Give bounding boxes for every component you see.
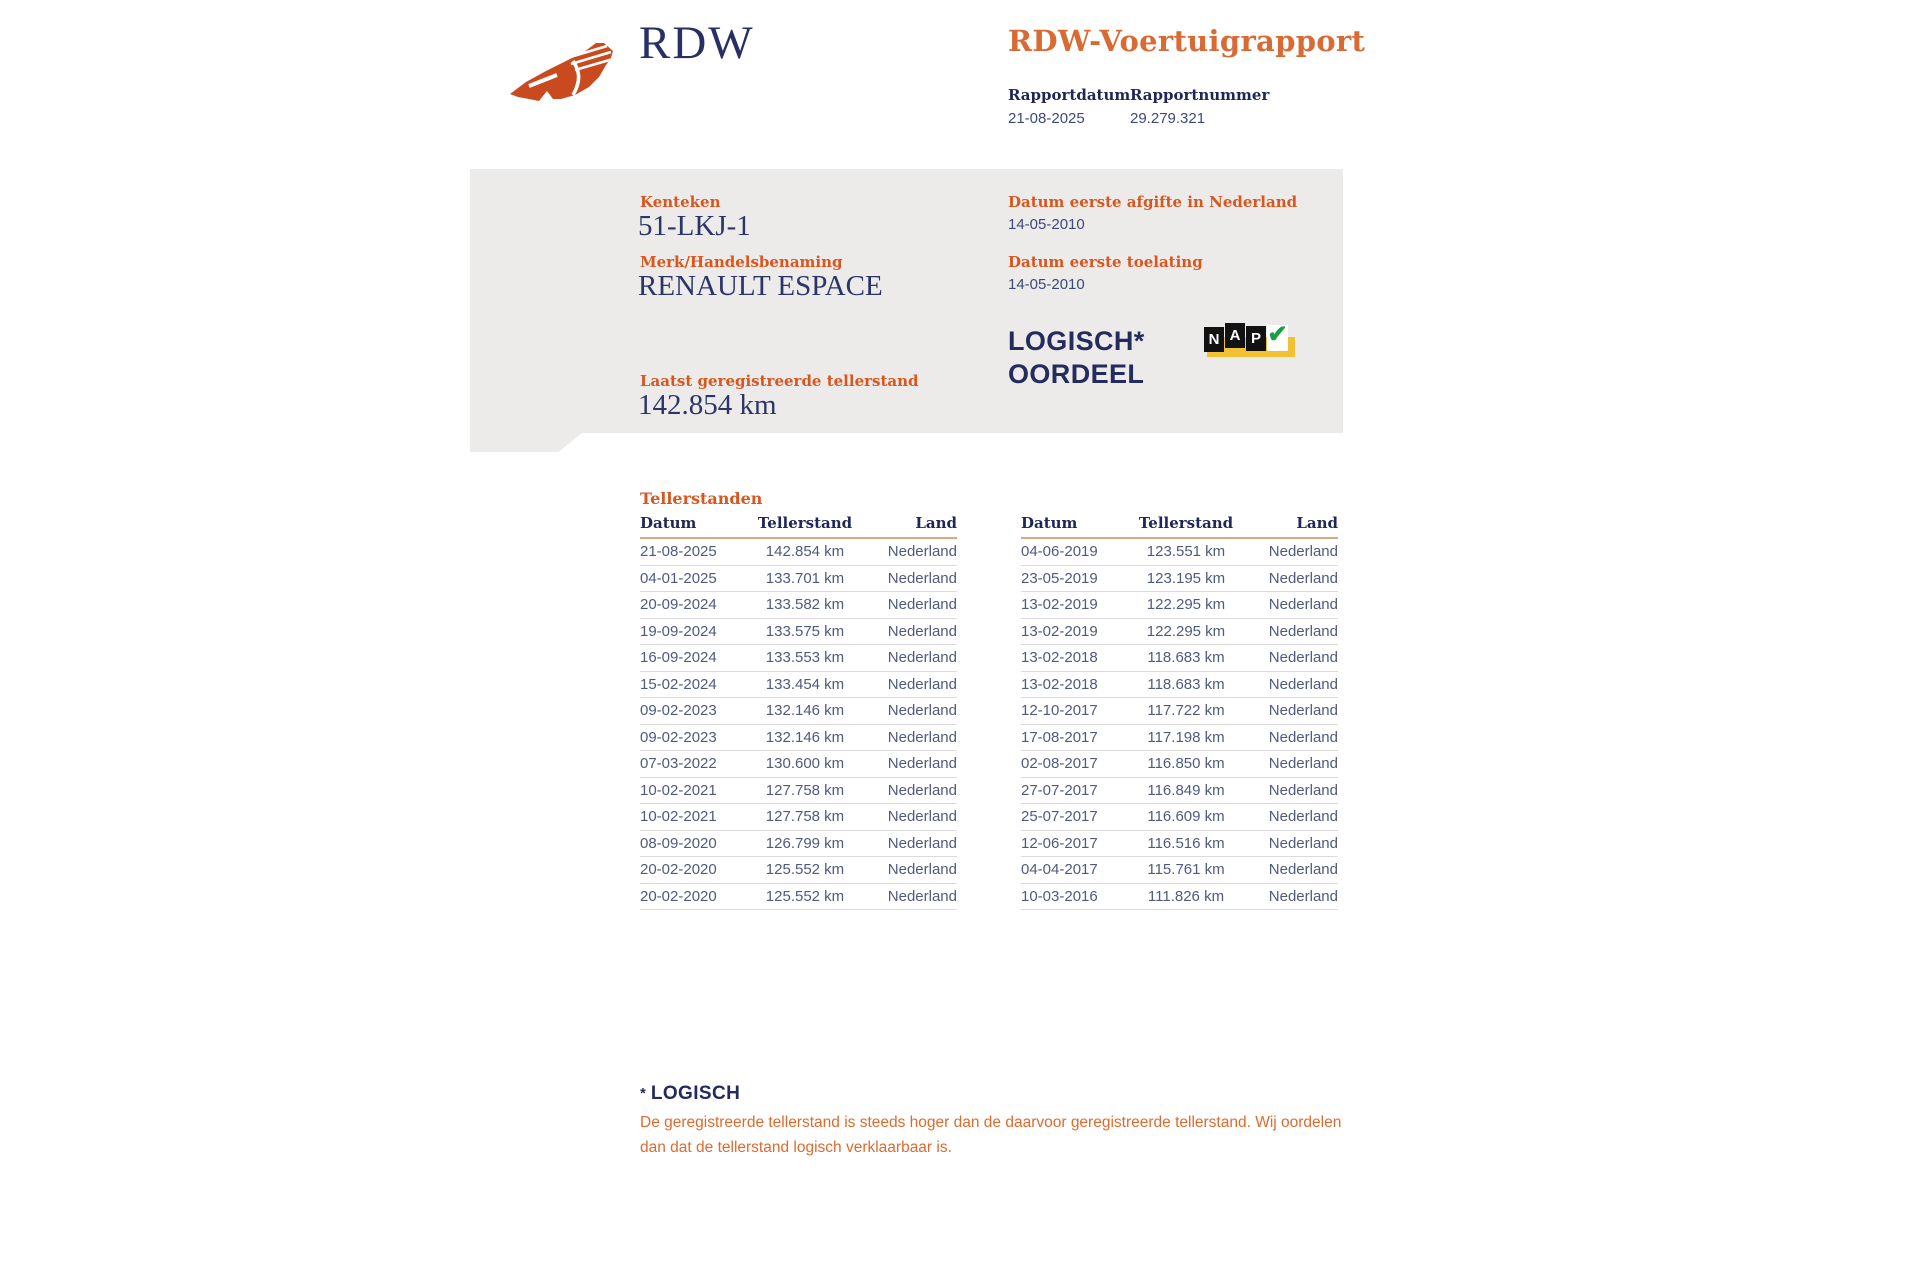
cell-datum: 13-02-2018 <box>1021 675 1098 693</box>
cell-tellerstand: 130.600 km <box>765 755 845 773</box>
cell-land: Nederland <box>887 622 957 640</box>
cell-datum: 09-02-2023 <box>640 702 717 720</box>
cell-tellerstand: 122.295 km <box>1146 622 1226 640</box>
column-header-land: Land <box>915 514 957 532</box>
cell-datum: 08-09-2020 <box>640 834 717 852</box>
cell-land: Nederland <box>1268 834 1338 852</box>
toelating-value: 14-05-2010 <box>1008 276 1085 293</box>
table-row <box>640 698 957 725</box>
cell-tellerstand: 118.683 km <box>1147 649 1225 667</box>
cell-datum: 23-05-2019 <box>1021 569 1098 587</box>
cell-tellerstand: 111.826 km <box>1147 887 1225 905</box>
report-title: RDW-Voertuigrapport <box>1008 24 1366 58</box>
cell-land: Nederland <box>887 887 957 905</box>
merk-value: RENAULT ESPACE <box>638 270 883 302</box>
cell-land: Nederland <box>1268 622 1338 640</box>
report-date-value: 21-08-2025 <box>1008 110 1085 127</box>
cell-tellerstand: 133.701 km <box>765 569 845 587</box>
column-header-land: Land <box>1296 514 1338 532</box>
cell-datum: 02-08-2017 <box>1021 755 1098 773</box>
cell-datum: 16-09-2024 <box>640 649 717 667</box>
cell-datum: 10-02-2021 <box>640 808 717 826</box>
nap-letter-tile: A <box>1225 323 1245 348</box>
cell-land: Nederland <box>1268 887 1338 905</box>
cell-tellerstand: 132.146 km <box>765 728 845 746</box>
cell-datum: 25-07-2017 <box>1021 808 1098 826</box>
cell-land: Nederland <box>1268 702 1338 720</box>
afgifte-label: Datum eerste afgifte in Nederland <box>1008 193 1298 211</box>
table-header <box>640 514 957 539</box>
cell-tellerstand: 123.551 km <box>1146 543 1226 561</box>
cell-land: Nederland <box>887 834 957 852</box>
oordeel-line2: OORDEEL <box>1008 359 1145 389</box>
table-header <box>1021 514 1338 539</box>
table-row <box>1021 539 1338 566</box>
asterisk-marker: * <box>640 1085 646 1102</box>
table-row <box>1021 619 1338 646</box>
cell-land: Nederland <box>1268 808 1338 826</box>
column-header-tellerstand: Tellerstand <box>1138 514 1234 532</box>
summary-panel <box>470 169 1343 433</box>
kenteken-value: 51-LKJ-1 <box>638 210 751 242</box>
table-row <box>1021 698 1338 725</box>
cell-land: Nederland <box>1268 861 1338 879</box>
cell-tellerstand: 133.575 km <box>765 622 845 640</box>
cell-land: Nederland <box>887 675 957 693</box>
footnote-title <box>640 1083 740 1105</box>
cell-datum: 27-07-2017 <box>1021 781 1098 799</box>
nap-logo <box>1204 320 1300 369</box>
check-icon: ✔ <box>1267 320 1288 348</box>
tellerstand-label: Laatst geregistreerde tellerstand <box>640 372 919 390</box>
cell-land: Nederland <box>1268 649 1338 667</box>
cell-datum: 20-02-2020 <box>640 861 717 879</box>
oordeel-line1: LOGISCH* <box>1008 326 1145 356</box>
table-row <box>1021 672 1338 699</box>
cell-land: Nederland <box>887 728 957 746</box>
cell-land: Nederland <box>887 543 957 561</box>
cell-datum: 12-10-2017 <box>1021 702 1098 720</box>
report-number-value: 29.279.321 <box>1130 110 1206 127</box>
rdw-logotype: RDW <box>639 17 755 69</box>
cell-tellerstand: 116.609 km <box>1147 808 1225 826</box>
table-row <box>1021 831 1338 858</box>
table-row <box>1021 592 1338 619</box>
cell-land: Nederland <box>1268 781 1338 799</box>
table-row <box>640 884 957 911</box>
cell-tellerstand: 116.849 km <box>1147 781 1225 799</box>
cell-datum: 04-04-2017 <box>1021 861 1098 879</box>
footnote-title-text: LOGISCH <box>650 1083 741 1104</box>
cell-land: Nederland <box>1268 728 1338 746</box>
table-row <box>640 645 957 672</box>
cell-datum: 15-02-2024 <box>640 675 717 693</box>
cell-land: Nederland <box>887 808 957 826</box>
cell-land: Nederland <box>1268 675 1338 693</box>
cell-tellerstand: 123.195 km <box>1146 569 1226 587</box>
cell-datum: 04-01-2025 <box>640 569 717 587</box>
column-header-tellerstand: Tellerstand <box>757 514 853 532</box>
cell-datum: 20-02-2020 <box>640 887 717 905</box>
cell-tellerstand: 127.758 km <box>765 808 845 826</box>
cell-tellerstand: 142.854 km <box>765 543 845 561</box>
cell-land: Nederland <box>887 702 957 720</box>
tellerstanden-heading: Tellerstanden <box>640 489 763 508</box>
cell-tellerstand: 126.799 km <box>765 834 845 852</box>
cell-tellerstand: 127.758 km <box>765 781 845 799</box>
table-row <box>1021 725 1338 752</box>
kenteken-label: Kenteken <box>640 193 721 211</box>
table-row <box>1021 804 1338 831</box>
cell-datum: 20-09-2024 <box>640 596 717 614</box>
cell-tellerstand: 133.553 km <box>765 649 845 667</box>
cell-tellerstand: 115.761 km <box>1147 861 1225 879</box>
cell-land: Nederland <box>887 596 957 614</box>
table-body <box>640 539 957 910</box>
cell-land: Nederland <box>887 569 957 587</box>
toelating-label: Datum eerste toelating <box>1008 253 1203 271</box>
table-row <box>1021 778 1338 805</box>
cell-tellerstand: 117.198 km <box>1147 728 1225 746</box>
oordeel-verdict <box>1008 325 1145 391</box>
cell-datum: 09-02-2023 <box>640 728 717 746</box>
cell-land: Nederland <box>887 755 957 773</box>
cell-tellerstand: 118.683 km <box>1147 675 1225 693</box>
odometer-table-right <box>1021 514 1338 910</box>
table-row <box>640 751 957 778</box>
table-row <box>640 539 957 566</box>
table-row <box>640 566 957 593</box>
panel-tail-shape <box>470 433 582 452</box>
table-row <box>1021 857 1338 884</box>
table-row <box>1021 566 1338 593</box>
column-header-datum: Datum <box>640 514 697 532</box>
nap-letter-tile: N <box>1204 327 1224 352</box>
cell-land: Nederland <box>887 649 957 667</box>
cell-tellerstand: 116.516 km <box>1147 834 1225 852</box>
cell-datum: 07-03-2022 <box>640 755 717 773</box>
cell-tellerstand: 132.146 km <box>765 702 845 720</box>
afgifte-value: 14-05-2010 <box>1008 216 1085 233</box>
cell-datum: 10-03-2016 <box>1021 887 1098 905</box>
cell-land: Nederland <box>887 861 957 879</box>
cell-land: Nederland <box>887 781 957 799</box>
cell-tellerstand: 122.295 km <box>1146 596 1226 614</box>
cell-datum: 19-09-2024 <box>640 622 717 640</box>
cell-land: Nederland <box>1268 543 1338 561</box>
cell-datum: 12-06-2017 <box>1021 834 1098 852</box>
table-row <box>640 725 957 752</box>
report-date-label: Rapportdatum <box>1008 86 1131 104</box>
table-row <box>640 857 957 884</box>
cell-land: Nederland <box>1268 569 1338 587</box>
tellerstand-value: 142.854 km <box>638 389 777 421</box>
cell-datum: 17-08-2017 <box>1021 728 1098 746</box>
cell-tellerstand: 133.582 km <box>765 596 845 614</box>
odometer-table-left <box>640 514 957 910</box>
footnote-text: De geregistreerde tellerstand is steeds hoger dan de daarvoor geregistreerde tellerstand. Wij oordelen dan dat de tellerstand logisch verklaarbaar is. <box>640 1114 1342 1156</box>
nap-letter-tile: P <box>1246 326 1266 351</box>
cell-datum: 13-02-2018 <box>1021 649 1098 667</box>
table-row <box>640 778 957 805</box>
cell-tellerstand: 117.722 km <box>1147 702 1225 720</box>
report-number-label: Rapportnummer <box>1130 86 1270 104</box>
table-row <box>640 831 957 858</box>
column-header-datum: Datum <box>1021 514 1078 532</box>
rdw-logo-icon <box>510 42 616 104</box>
table-row <box>640 592 957 619</box>
cell-land: Nederland <box>1268 596 1338 614</box>
cell-datum: 21-08-2025 <box>640 543 717 561</box>
cell-datum: 13-02-2019 <box>1021 622 1098 640</box>
table-row <box>640 804 957 831</box>
table-row <box>1021 645 1338 672</box>
cell-tellerstand: 125.552 km <box>765 887 845 905</box>
table-row <box>1021 751 1338 778</box>
nap-check-tile <box>1267 320 1288 351</box>
cell-land: Nederland <box>1268 755 1338 773</box>
merk-label: Merk/Handelsbenaming <box>640 253 843 271</box>
table-body <box>1021 539 1338 910</box>
table-row <box>640 619 957 646</box>
cell-datum: 13-02-2019 <box>1021 596 1098 614</box>
table-row <box>640 672 957 699</box>
cell-datum: 10-02-2021 <box>640 781 717 799</box>
table-row <box>1021 884 1338 911</box>
cell-tellerstand: 116.850 km <box>1147 755 1225 773</box>
cell-datum: 04-06-2019 <box>1021 543 1098 561</box>
cell-tellerstand: 133.454 km <box>765 675 845 693</box>
cell-tellerstand: 125.552 km <box>765 861 845 879</box>
